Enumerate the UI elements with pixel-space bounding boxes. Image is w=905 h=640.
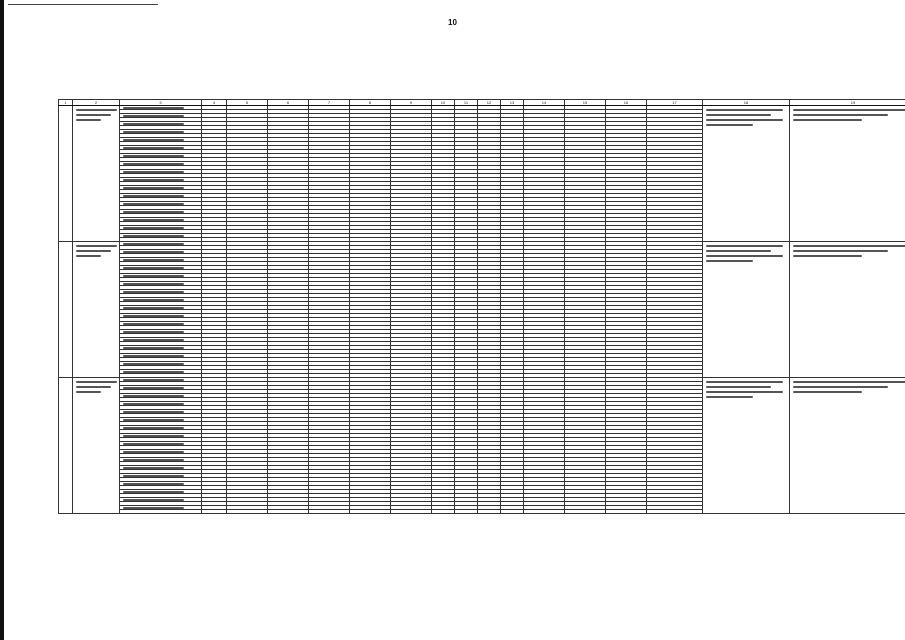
- table-cell: [59, 378, 73, 514]
- illegible-text-line: [76, 114, 111, 116]
- illegible-text-line: [706, 114, 771, 116]
- illegible-text-line: [706, 255, 783, 257]
- illegible-text-line: [793, 381, 905, 383]
- illegible-text-line: [793, 386, 888, 388]
- header-cell: 19: [790, 100, 905, 106]
- table-cell: [606, 510, 647, 514]
- table-cell: [350, 510, 391, 514]
- illegible-text-line: [706, 245, 783, 247]
- budget-table-sheet: [58, 99, 896, 509]
- illegible-text-line: [706, 391, 783, 393]
- illegible-text-line: [793, 245, 905, 247]
- illegible-text-line: [76, 245, 117, 247]
- header-cell: 3: [120, 100, 202, 106]
- illegible-text-line: [793, 114, 888, 116]
- table-cell: [455, 510, 478, 514]
- header-cell: 1: [59, 100, 73, 106]
- header-cell: 9: [391, 100, 432, 106]
- table-cell: [647, 510, 703, 514]
- table-cell: [227, 510, 268, 514]
- header-cell: 6: [268, 100, 309, 106]
- header-cell: 14: [524, 100, 565, 106]
- illegible-text-line: [706, 124, 753, 126]
- table-cell: [73, 378, 120, 514]
- illegible-text-line: [706, 250, 771, 252]
- illegible-text-line: [793, 250, 888, 252]
- header-cell: 16: [606, 100, 647, 106]
- table-cell: [59, 106, 73, 242]
- illegible-text-line: [76, 119, 101, 121]
- header-cell: 11: [455, 100, 478, 106]
- header-cell: 7: [309, 100, 350, 106]
- header-cell: 10: [432, 100, 455, 106]
- illegible-text-line: [76, 109, 117, 111]
- illegible-text-line: [793, 109, 905, 111]
- header-cell: 17: [647, 100, 703, 106]
- table-cell: [565, 510, 606, 514]
- table-cell: [202, 510, 227, 514]
- table-cell: [432, 510, 455, 514]
- header-cell: 8: [350, 100, 391, 106]
- table-cell: [790, 106, 905, 242]
- table-cell: [391, 510, 432, 514]
- header-cell: 5: [227, 100, 268, 106]
- illegible-text-line: [76, 391, 101, 393]
- illegible-text-line: [706, 381, 783, 383]
- header-cell: 2: [73, 100, 120, 106]
- table-cell: [73, 242, 120, 378]
- illegible-text-line: [706, 260, 753, 262]
- page-number: 10: [448, 18, 457, 27]
- table-cell: [790, 242, 905, 378]
- table-cell: [703, 106, 790, 242]
- illegible-text-line: [76, 381, 117, 383]
- table-cell: [73, 106, 120, 242]
- table-cell: [790, 378, 905, 514]
- header-cell: 12: [478, 100, 501, 106]
- illegible-text-line: [706, 109, 783, 111]
- illegible-text-line: [793, 255, 862, 257]
- table-cell: [703, 242, 790, 378]
- header-cell: 15: [565, 100, 606, 106]
- illegible-text-line: [793, 391, 862, 393]
- header-cell: 18: [703, 100, 790, 106]
- header-cell: 4: [202, 100, 227, 106]
- illegible-text-line: [706, 119, 783, 121]
- budget-table: [58, 99, 905, 514]
- table-cell: [478, 510, 501, 514]
- header-cell: 13: [501, 100, 524, 106]
- table-cell: [703, 378, 790, 514]
- illegible-text-line: [706, 386, 771, 388]
- top-rule: [8, 4, 158, 5]
- table-cell: [309, 510, 350, 514]
- table-cell: [120, 510, 202, 514]
- table-cell: [59, 242, 73, 378]
- illegible-text-line: [76, 250, 111, 252]
- illegible-text-line: [76, 386, 111, 388]
- illegible-text-line: [76, 255, 101, 257]
- illegible-text-line: [793, 119, 862, 121]
- table-cell: [268, 510, 309, 514]
- scan-edge: [0, 0, 4, 640]
- illegible-text-line: [706, 396, 753, 398]
- table-cell: [501, 510, 524, 514]
- table-cell: [524, 510, 565, 514]
